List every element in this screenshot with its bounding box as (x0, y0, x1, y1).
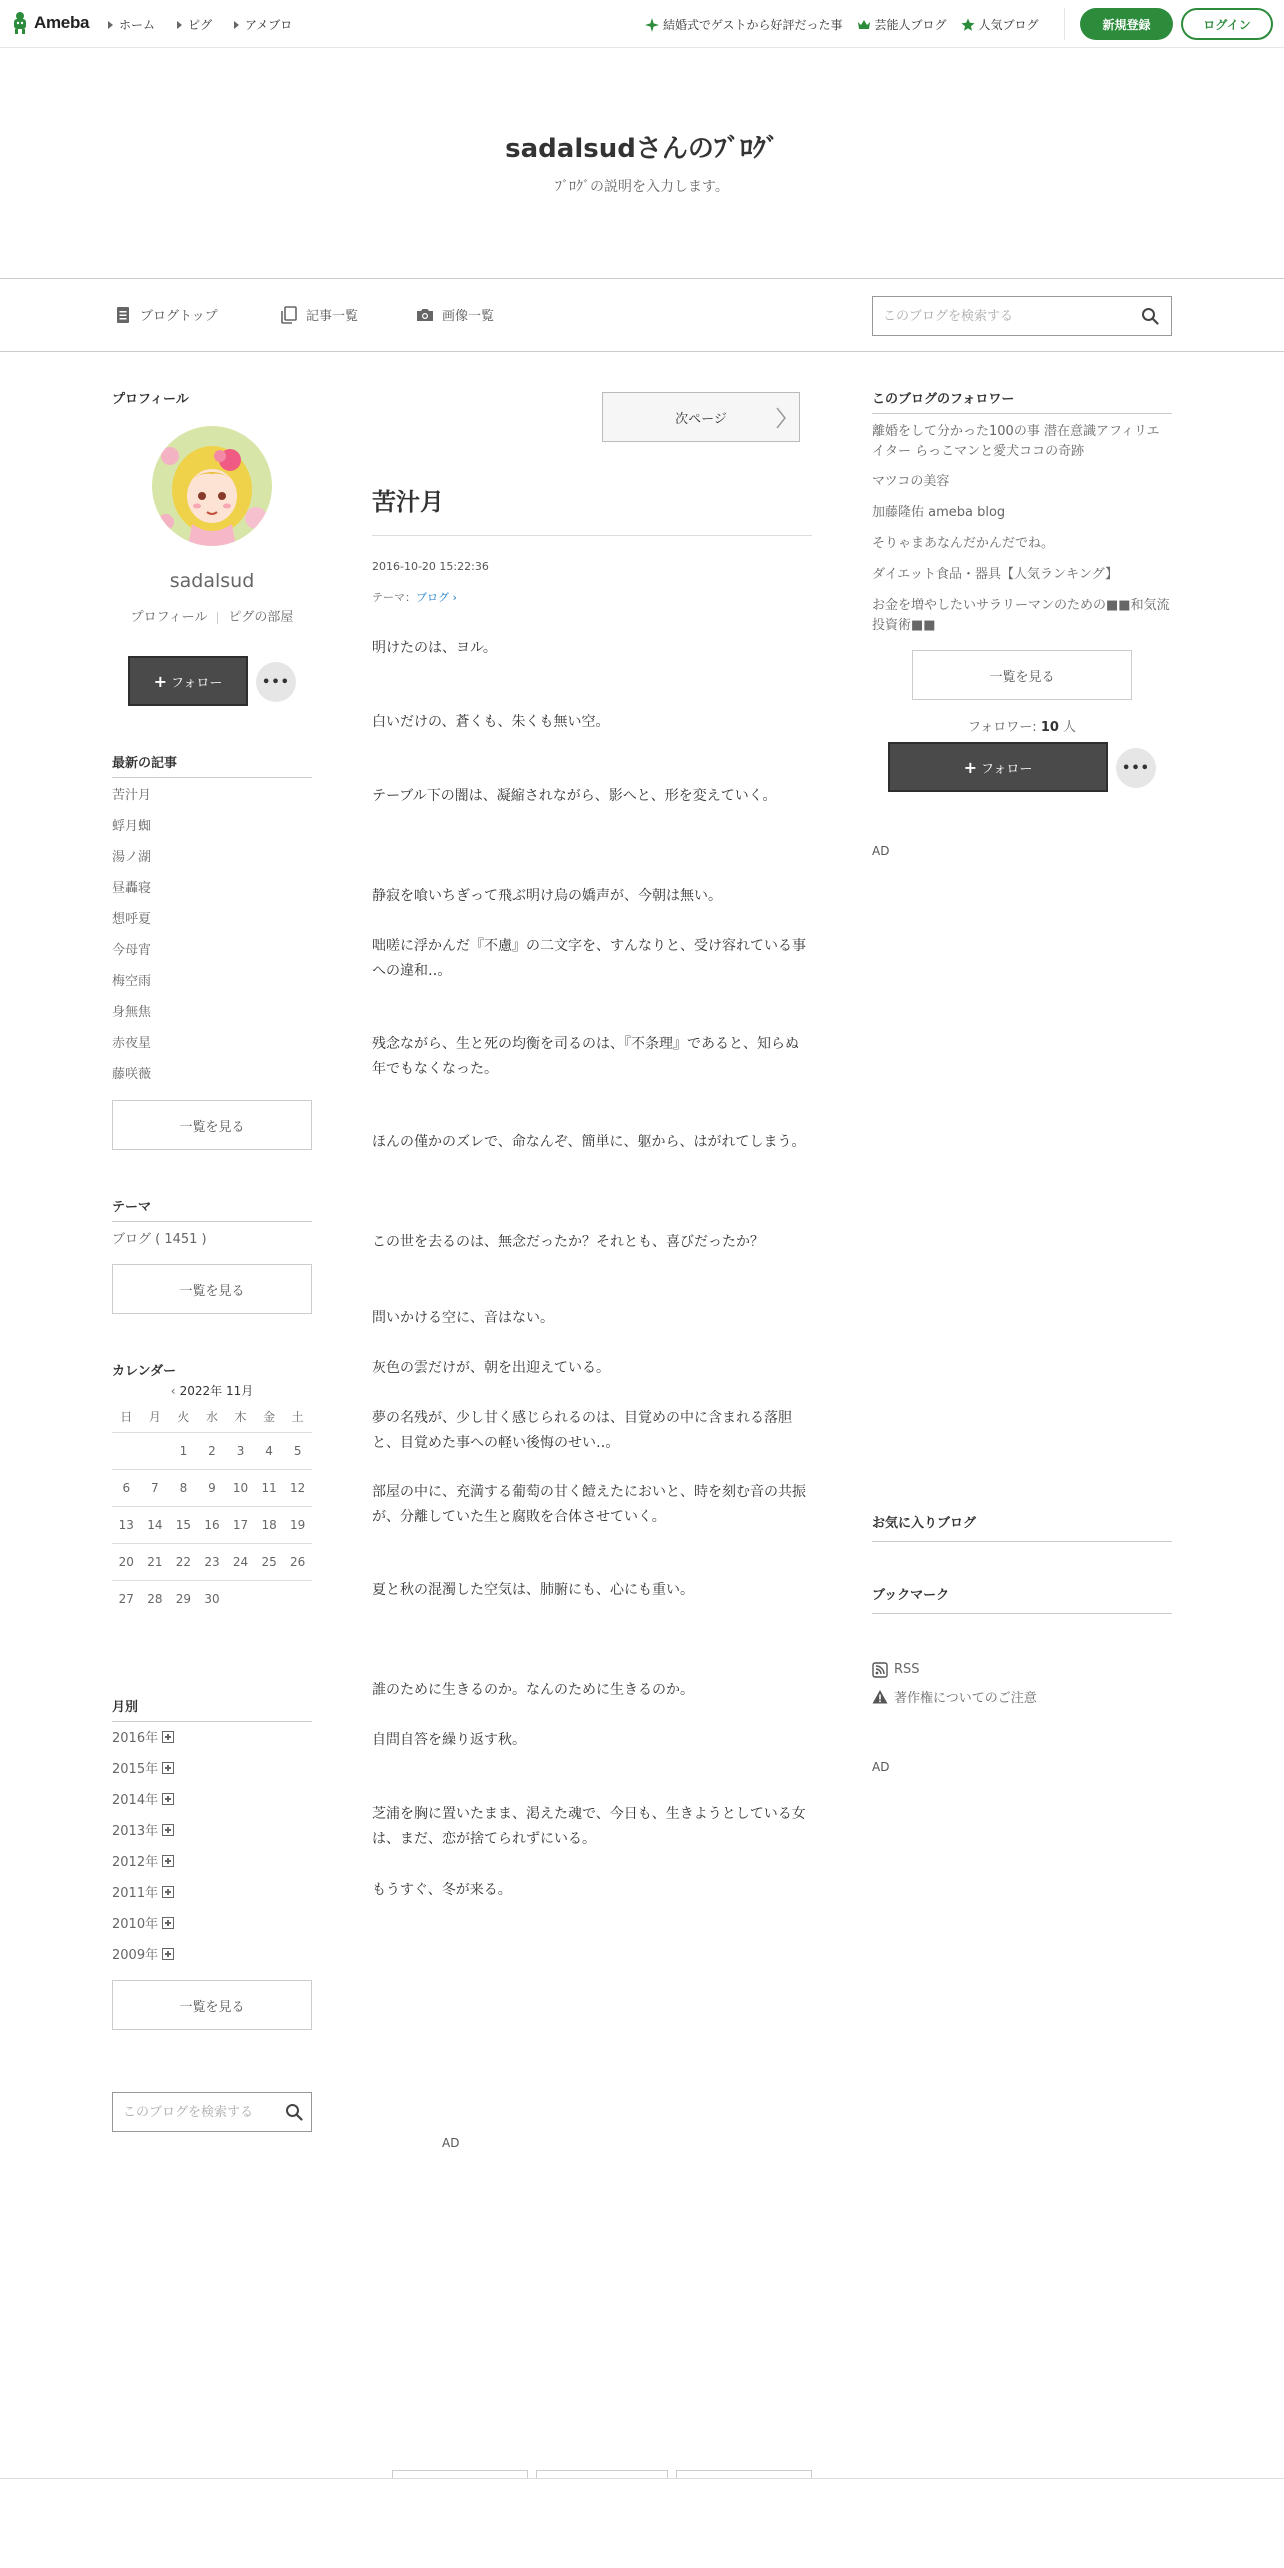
warning-icon (872, 1689, 888, 1705)
global-nav (108, 16, 292, 33)
recent-articles-list (112, 778, 312, 1088)
profile-more-button[interactable]: ••• (256, 662, 296, 702)
avatar[interactable] (152, 426, 272, 546)
recent-article-item[interactable]: 想呼夏 (112, 912, 152, 927)
calendar-week (112, 1580, 312, 1617)
calendar-day (112, 1432, 141, 1469)
nav-image-list[interactable]: 画像一覧 (416, 305, 494, 324)
caret-right-icon (234, 21, 239, 29)
recent-article-item[interactable]: 今母宵 (112, 943, 152, 958)
article-paragraph: 白いだけの、蒼くも、朱くも無い空。 (372, 714, 610, 730)
calendar-day: 8 (169, 1469, 198, 1506)
calendar-day: 25 (255, 1543, 284, 1580)
caret-right-icon (177, 21, 182, 29)
theme-see-all-button[interactable]: 一覧を見る (112, 1264, 312, 1314)
avatar-image (152, 426, 272, 546)
followers-more-button[interactable]: ••• (1116, 748, 1156, 788)
calendar-day (141, 1432, 170, 1469)
link-celebrity-blog[interactable]: 芸能人ブログ (857, 16, 947, 33)
calendar-day: 19 (283, 1506, 312, 1543)
weekday: 水 (205, 1410, 218, 1425)
brand-name: Ameba (34, 13, 90, 32)
rss-link[interactable]: RSS (872, 1656, 1172, 1683)
article-paragraph: 静寂を喰いちぎって飛ぶ明け烏の嬌声が、今朝は無い。 (372, 888, 722, 904)
recent-article-item[interactable]: 昼轟寝 (112, 881, 152, 896)
article-paragraph: 明けたのは、ヨル。 (372, 640, 497, 656)
profile-heading: プロフィール (112, 392, 189, 407)
archive-heading: 月別 (112, 1696, 312, 1722)
calendar-day (283, 1580, 312, 1617)
nav-pigg[interactable]: ピグ (177, 16, 212, 33)
document-icon (114, 306, 132, 324)
blog-description: ﾌﾞﾛｸﾞの説明を入力します。 (555, 179, 729, 195)
follower-blog-item[interactable]: そりゃまあなんだかんだでね。 (872, 536, 1055, 551)
calendar-day: 5 (283, 1432, 312, 1469)
calendar-day: 4 (255, 1432, 284, 1469)
bookmark-heading: ブックマーク (872, 1584, 1172, 1614)
calendar-weekday-row (112, 1402, 312, 1432)
calendar-day: 11 (255, 1469, 284, 1506)
weekday: 土 (291, 1410, 304, 1425)
next-page-button[interactable]: 次ページ (602, 392, 800, 442)
calendar-week (112, 1469, 312, 1506)
camera-icon (416, 306, 434, 324)
archive-year-item[interactable]: 2016年 (112, 1721, 312, 1752)
crown-icon (857, 18, 871, 32)
followers-see-all-button[interactable]: 一覧を見る (912, 650, 1132, 700)
caret-right-icon (108, 21, 113, 29)
article-paragraph: 誰のために生きるのか。なんのために生きるのか。 (372, 1682, 694, 1698)
nav-home[interactable]: ホーム (108, 16, 155, 33)
ad-label: AD (872, 1760, 890, 1774)
recent-see-all-button[interactable]: 一覧を見る (112, 1100, 312, 1150)
article-paragraph: 咄嗟に浮かんだ『不慮』の二文字を、すんなりと、受け容れている事への違和‥。 (372, 938, 806, 979)
global-header (0, 0, 1284, 48)
article-paragraph: ほんの僅かのズレで、命なんぞ、簡単に、躯から、はがれてしまう。 (372, 1134, 806, 1150)
calendar-day: 7 (141, 1469, 170, 1506)
link-separator (217, 612, 218, 624)
calendar-day: 21 (141, 1543, 170, 1580)
calendar-day: 3 (226, 1432, 255, 1469)
article-paragraph: テーブル下の闇は、凝縮されながら、影へと、形を変えていく。 (372, 788, 777, 804)
nav-ameblo[interactable]: アメブロ (234, 16, 292, 33)
article-theme-link[interactable]: ブログ › (416, 591, 457, 604)
copy-icon (280, 306, 298, 324)
ameba-pig-icon (10, 11, 30, 35)
calendar-day: 26 (283, 1543, 312, 1580)
recent-article-item[interactable]: 梅空雨 (112, 974, 152, 989)
recent-articles-heading: 最新の記事 (112, 752, 312, 778)
recent-article-item[interactable]: 身無焦 (112, 1005, 152, 1020)
plus-icon: + (153, 671, 168, 691)
calendar-day (226, 1580, 255, 1617)
expand-icon[interactable] (162, 1824, 174, 1836)
header-divider (1064, 8, 1065, 40)
calendar-day: 29 (169, 1580, 198, 1617)
login-button[interactable]: ログイン (1181, 8, 1273, 40)
ameba-logo[interactable] (10, 11, 89, 35)
article-paragraph: この世を去るのは、無念だったか？それとも、喜びだったか？ (372, 1234, 764, 1250)
chevron-right-icon (775, 407, 787, 429)
expand-icon[interactable] (162, 1793, 174, 1805)
article-paragraph: もうすぐ、冬が来る。 (372, 1882, 512, 1898)
calendar-day: 18 (255, 1506, 284, 1543)
profile-links (112, 606, 312, 625)
calendar-day: 1 (169, 1432, 198, 1469)
rss-icon (872, 1662, 888, 1678)
archive-year-item[interactable]: 2011年 (112, 1876, 312, 1907)
followers-heading: このブログのフォロワー (872, 388, 1172, 414)
article-paragraph: 夏と秋の混濁した空気は、肺腑にも、心にも重い。 (372, 1582, 694, 1598)
weekday: 日 (120, 1410, 133, 1425)
follower-blog-item[interactable]: ダイエット食品・器具【人気ランキング】 (872, 567, 1118, 582)
weekday: 金 (263, 1410, 276, 1425)
sparkle-icon (645, 18, 659, 32)
pigg-room-link[interactable]: ピグの部屋 (228, 610, 294, 625)
follower-blog-item[interactable]: マツコの美容 (872, 474, 950, 489)
expand-icon[interactable] (162, 1855, 174, 1867)
article-paragraph: 問いかける空に、音はない。 (372, 1310, 554, 1326)
follower-blog-item[interactable]: 離婚をして分かった100の事 潜在意識アフィリエイター らっこマンと愛犬ココの奇跡 (872, 424, 1160, 459)
blog-search-box (872, 296, 1172, 336)
theme-list (112, 1222, 312, 1253)
followers-list (872, 422, 1172, 642)
weekday: 火 (177, 1410, 190, 1425)
follower-blog-item[interactable]: 加藤隆佑 ameba blog (872, 505, 1006, 520)
expand-icon[interactable] (162, 1886, 174, 1898)
search-icon[interactable] (1141, 307, 1159, 325)
calendar-table (112, 1402, 312, 1617)
calendar-day: 22 (169, 1543, 198, 1580)
calendar-day: 23 (198, 1543, 227, 1580)
archive-see-all-button[interactable]: 一覧を見る (112, 1980, 312, 2030)
calendar-day: 30 (198, 1580, 227, 1617)
calendar-day: 12 (283, 1469, 312, 1506)
article-title[interactable]: 苦汁月 (372, 482, 812, 536)
follower-blog-item[interactable]: お金を増やしたいサラリーマンのための■■和気流投資術■■ (872, 598, 1170, 633)
recent-article-item[interactable]: 藤咲薇 (112, 1067, 152, 1082)
blog-title[interactable]: sadalsudさんのﾌﾞﾛｸﾞ (505, 134, 779, 164)
calendar-day: 24 (226, 1543, 255, 1580)
ad-label: AD (872, 844, 890, 858)
archive-year-item[interactable]: 2015年 (112, 1752, 312, 1783)
calendar-day: 16 (198, 1506, 227, 1543)
recent-article-item[interactable]: 湯ノ湖 (112, 850, 152, 865)
sidebar-search-box (112, 2092, 312, 2132)
calendar-day: 27 (112, 1580, 141, 1617)
weekday: 木 (234, 1410, 247, 1425)
recent-article-item[interactable]: 蜉月蜘 (112, 819, 152, 834)
calendar-day: 2 (198, 1432, 227, 1469)
expand-icon[interactable] (162, 1948, 174, 1960)
calendar-prev-icon[interactable]: ‹ (170, 1384, 176, 1398)
recent-article-item[interactable]: 赤夜星 (112, 1036, 152, 1051)
expand-icon[interactable] (162, 1917, 174, 1929)
nav-article-list[interactable]: 記事一覧 (280, 305, 358, 324)
utility-links (872, 1656, 1172, 1710)
blog-nav (0, 278, 1284, 352)
calendar-month-header (112, 1382, 312, 1399)
archive-list (112, 1721, 312, 1969)
article-paragraph: 残念ながら、生と死の均衡を司るのは、『不条理』であると、知らぬ年でもなくなった。 (372, 1036, 799, 1077)
calendar-heading: カレンダー (112, 1364, 177, 1379)
article-datetime: 2016-10-20 15:22:36 (372, 560, 489, 573)
calendar-day: 9 (198, 1469, 227, 1506)
calendar-day: 6 (112, 1469, 141, 1506)
nav-blog-top[interactable]: ブログトップ (114, 305, 218, 324)
article-paragraph: 夢の名残が、少し甘く感じられるのは、目覚めの中に含まれる落胆と、目覚めた事への軽い後悔のせい‥。 (372, 1410, 792, 1451)
ad-label: AD (442, 2136, 460, 2150)
article-paragraph: 部屋の中に、充満する葡萄の甘く饐えたにおいと、時を刻む音の共振が、分離していた生と腐敗を合体させていく。 (372, 1484, 806, 1525)
archive-year-item[interactable]: 2012年 (112, 1845, 312, 1876)
link-wedding[interactable]: 結婚式でゲストから好評だった事 (645, 16, 843, 33)
link-popular-blog[interactable]: 人気ブログ (961, 16, 1039, 33)
calendar-week (112, 1432, 312, 1469)
article-theme: テーマ：ブログ › (372, 591, 457, 604)
footer-divider (0, 2478, 1284, 2479)
calendar-day: 14 (141, 1506, 170, 1543)
archive-year-item[interactable]: 2014年 (112, 1783, 312, 1814)
article-paragraph: 自問自答を繰り返す秋。 (372, 1732, 526, 1748)
search-icon[interactable] (285, 2103, 303, 2121)
calendar-day: 10 (226, 1469, 255, 1506)
theme-item[interactable]: ブログ ( 1451 ) (112, 1232, 207, 1247)
calendar-week (112, 1506, 312, 1543)
theme-heading: テーマ (112, 1196, 312, 1222)
profile-link[interactable]: プロフィール (130, 610, 208, 625)
expand-icon[interactable] (162, 1731, 174, 1743)
calendar-week (112, 1543, 312, 1580)
register-button[interactable]: 新規登録 (1080, 8, 1173, 40)
sidebar-search-input[interactable] (113, 2093, 273, 2131)
profile-username[interactable]: sadalsud (169, 570, 255, 592)
calendar-day: 28 (141, 1580, 170, 1617)
follower-count: フォロワー: 10 人 (967, 720, 1077, 735)
calendar-day: 13 (112, 1506, 141, 1543)
calendar-day: 15 (169, 1506, 198, 1543)
archive-year-item[interactable]: 2013年 (112, 1814, 312, 1845)
profile-follow-button[interactable]: + フォロー (128, 656, 248, 706)
calendar-month: 2022年 11月 (179, 1384, 254, 1398)
article-paragraph: 灰色の雲だけが、朝を出迎えている。 (372, 1360, 610, 1376)
favorite-blogs-heading: お気に入りブログ (872, 1512, 1172, 1542)
featured-links (645, 16, 1039, 33)
calendar-day: 17 (226, 1506, 255, 1543)
archive-year-item[interactable]: 2009年 (112, 1938, 312, 1969)
calendar-day (255, 1580, 284, 1617)
weekday: 月 (148, 1410, 161, 1425)
followers-follow-button[interactable]: + フォロー (888, 742, 1108, 792)
recent-article-item[interactable]: 苦汁月 (112, 788, 152, 803)
plus-icon: + (963, 757, 978, 777)
archive-year-item[interactable]: 2010年 (112, 1907, 312, 1938)
article-paragraph: 芝浦を胸に置いたまま、渇えた魂で、今日も、生きようとしている女は、まだ、恋が捨てられずにいる。 (372, 1806, 806, 1847)
calendar-day: 20 (112, 1543, 141, 1580)
copyright-notice-link[interactable]: 著作権についてのご注意 (872, 1683, 1172, 1710)
star-icon (961, 18, 975, 32)
blog-search-input[interactable] (873, 297, 1133, 335)
expand-icon[interactable] (162, 1762, 174, 1774)
